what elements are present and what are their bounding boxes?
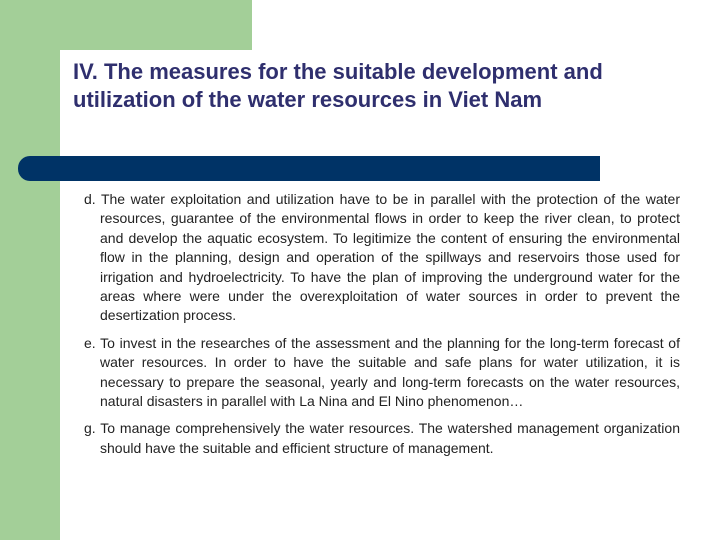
paragraph-g: g. To manage comprehensively the water resources. The watershed management organization should have the suitable and efficient structure of management. [84, 420, 680, 456]
title-underline-bar [18, 156, 600, 181]
left-accent-bar [0, 0, 60, 540]
paragraph-e: e. To invest in the researches of the assessment and the planning for the long-term forecast of water resources. In order to have the suitable and safe plans for water utilization, it is necessary to prepare the seasonal, yearly and long-term forecasts on the water resources, natural disasters in parallel with La Nina and El Nino phenomenon… [84, 334, 680, 410]
slide-body [84, 190, 680, 466]
paragraph-d: d. The water exploitation and utilization have to be in parallel with the protection of the water resources, guarantee of the environmental flows in order to keep the river clean, to protect and develop the aquatic ecosystem. To legitimize the content of ensuring the environmental flow in the planning, design and operation of the spillways and reservoirs those used for irrigation and hydroelectricity. To have the plan of improving the underground water for the areas where were under the overexploitation of water sources in order to prevent the desertization process. [84, 191, 680, 324]
slide-title: IV. The measures for the suitable development and utilization of the water resources in Viet Nam [73, 59, 603, 112]
